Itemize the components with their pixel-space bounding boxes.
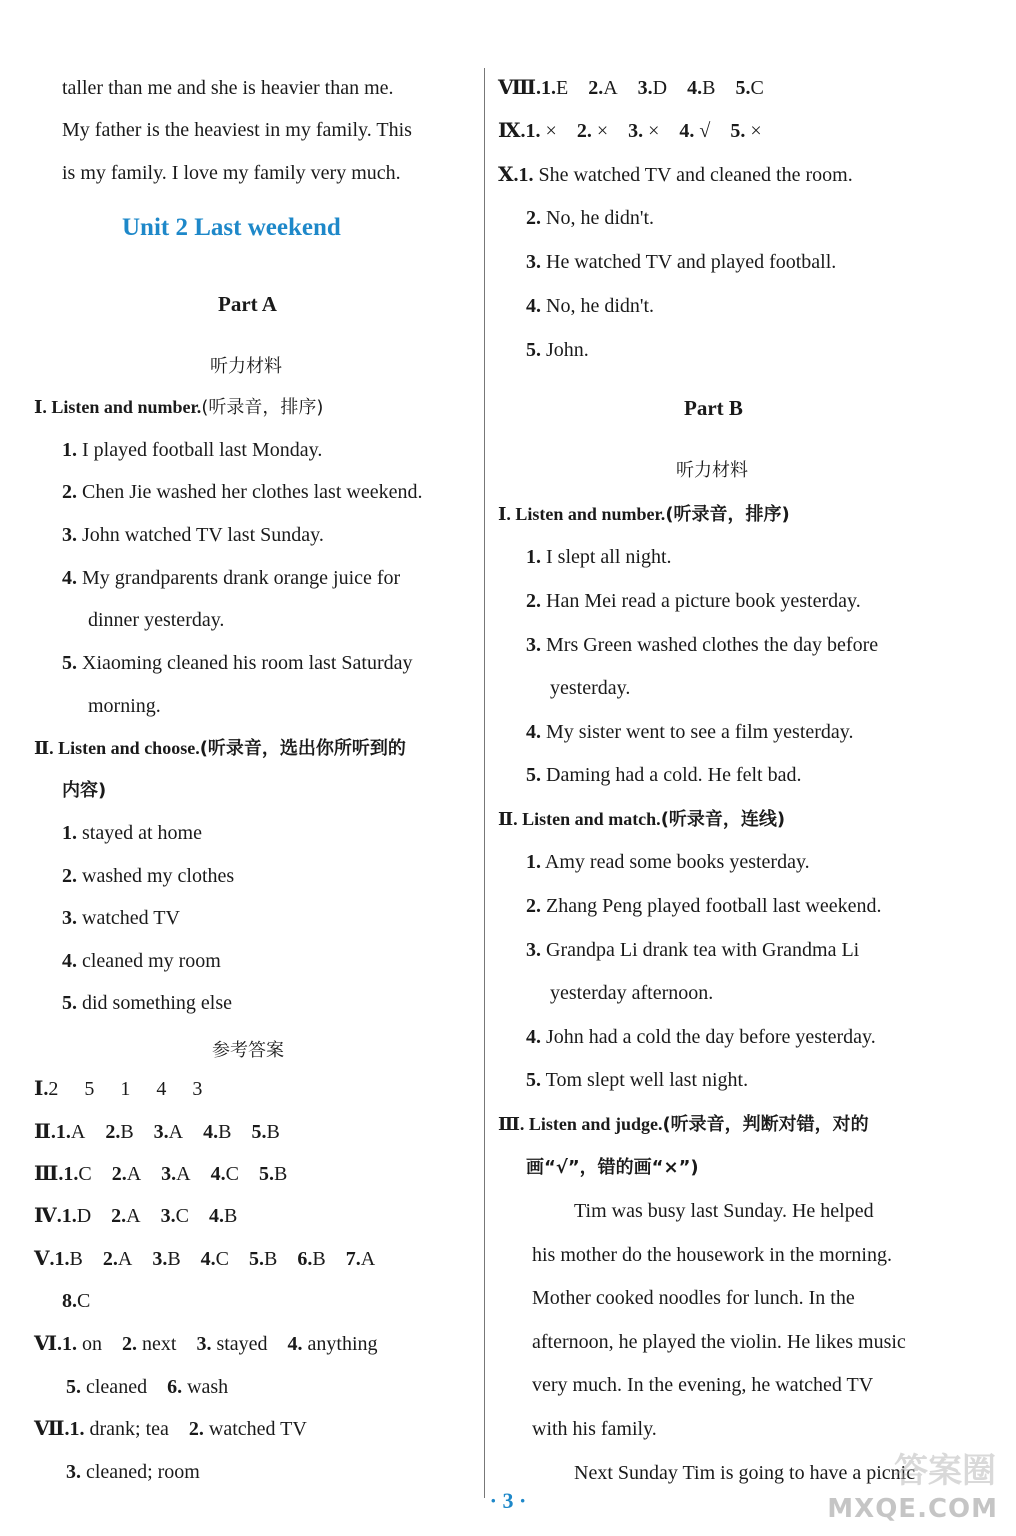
answer-row-1: Ⅰ.2 5 1 4 3 — [34, 1078, 203, 1100]
watermark-text: MXQE.COM — [827, 1494, 998, 1524]
b-section-2-heading — [498, 805, 785, 834]
part-a-listening-heading: 听力材料 — [210, 356, 282, 377]
watermark-logo — [828, 1440, 1008, 1530]
list-item: 5. Xiaoming cleaned his room last Saturday — [62, 652, 413, 674]
list-item: 3. watched TV — [62, 907, 180, 929]
section-2-cn: (听录音，选出你所听到的 — [199, 738, 406, 759]
answer-row-10: Ⅹ.1. She watched TV and cleaned the room. — [498, 164, 853, 186]
list-item: 3. He watched TV and played football. — [526, 251, 837, 273]
list-item: 2. No, he didn't. — [526, 207, 655, 229]
answer-row-8: Ⅷ.1.E 2.A 3.D 4.B 5.C — [498, 77, 764, 99]
list-item: 4. cleaned my room — [62, 950, 221, 972]
list-item: 2. washed my clothes — [62, 865, 235, 887]
passage-line: Next Sunday Tim is going to have a picnic — [574, 1462, 916, 1484]
section-1-cn: (听录音，排序) — [201, 397, 324, 418]
answer-row-4: Ⅳ.1.D 2.A 3.C 4.B — [34, 1205, 238, 1227]
passage-line: Mother cooked noodles for lunch. In the — [532, 1287, 855, 1309]
list-item-cont: yesterday afternoon. — [550, 982, 714, 1004]
section-1-heading — [34, 393, 323, 422]
list-item-cont: yesterday. — [550, 677, 631, 699]
answer-row-6: Ⅵ.1. on 2. next 3. stayed 4. anything — [34, 1333, 378, 1355]
answer-row-7-cont: 3. cleaned; room — [66, 1461, 200, 1483]
b-section-3-heading — [498, 1110, 869, 1139]
b-section-2-cn: (听录音，连线) — [660, 809, 786, 830]
passage-line: very much. In the evening, he watched TV — [532, 1374, 874, 1396]
list-item: 5. did something else — [62, 992, 232, 1014]
passage-line: afternoon, he played the violin. He likes music — [532, 1331, 906, 1353]
b-section-3-cn: (听录音，判断对错，对的 — [662, 1114, 869, 1135]
intro-line-2: My father is the heaviest in my family. This — [62, 119, 412, 141]
list-item: 4. John had a cold the day before yesterday. — [526, 1026, 876, 1048]
list-item: 1. I slept all night. — [526, 546, 672, 568]
answer-row-9: Ⅸ.1. × 2. × 3. × 4. √ 5. × — [498, 120, 762, 142]
answer-row-6-cont: 5. cleaned 6. wash — [66, 1376, 229, 1398]
column-divider — [484, 68, 485, 1498]
intro-line-1: taller than me and she is heavier than me. — [62, 77, 394, 99]
section-1-label: Ⅰ. Listen and number. — [34, 397, 202, 417]
b-section-3-heading-cont: 画“√”，错的画“×”) — [526, 1157, 699, 1178]
list-item: 3. Grandpa Li drank tea with Grandma Li — [526, 939, 860, 961]
b-section-1-heading — [498, 500, 790, 529]
passage-line: his mother do the housework in the morning. — [532, 1244, 892, 1266]
b-section-1-label: Ⅰ. Listen and number. — [498, 504, 666, 524]
answers-heading: 参考答案 — [212, 1040, 284, 1061]
list-item-cont: dinner yesterday. — [88, 609, 225, 631]
list-item: 1. I played football last Monday. — [62, 439, 323, 461]
list-item: 4. No, he didn't. — [526, 295, 655, 317]
passage-line: Tim was busy last Sunday. He helped — [574, 1200, 874, 1222]
list-item: 5. Tom slept well last night. — [526, 1069, 749, 1091]
passage-line: with his family. — [532, 1418, 657, 1440]
part-b-title: Part B — [684, 396, 743, 420]
intro-line-3: is my family. I love my family very much. — [62, 162, 401, 184]
answer-row-3: Ⅲ.1.C 2.A 3.A 4.C 5.B — [34, 1163, 288, 1185]
part-a-title: Part A — [218, 292, 277, 316]
list-item: 2. Chen Jie washed her clothes last weekend. — [62, 481, 423, 503]
list-item-cont: morning. — [88, 695, 161, 717]
answer-row-7: Ⅶ.1. drank; tea 2. watched TV — [34, 1418, 307, 1440]
b-section-3-label: Ⅲ. Listen and judge. — [498, 1114, 663, 1134]
section-2-label: Ⅱ. Listen and choose. — [34, 738, 200, 758]
b-section-1-cn: (听录音，排序) — [665, 504, 790, 525]
list-item: 3. Mrs Green washed clothes the day before — [526, 634, 879, 656]
section-2-heading — [34, 734, 406, 763]
list-item: 5. John. — [526, 339, 589, 361]
list-item: 3. John watched TV last Sunday. — [62, 524, 324, 546]
list-item: 4. My grandparents drank orange juice for — [62, 567, 401, 589]
section-2-heading-cont: 内容) — [62, 780, 107, 801]
watermark-cn: 答案圈 — [894, 1451, 996, 1491]
unit-title: Unit 2 Last weekend — [122, 214, 341, 241]
b-section-2-label: Ⅱ. Listen and match. — [498, 809, 661, 829]
part-b-listening-heading: 听力材料 — [676, 460, 748, 481]
answer-row-5: Ⅴ.1.B 2.A 3.B 4.C 5.B 6.B 7.A — [34, 1248, 376, 1270]
page-number: · 3 · — [489, 1488, 527, 1513]
answer-row-5-cont: 8.C — [62, 1290, 91, 1312]
list-item: 2. Zhang Peng played football last weekend. — [526, 895, 882, 917]
list-item: 1. Amy read some books yesterday. — [526, 851, 810, 873]
list-item: 2. Han Mei read a picture book yesterday. — [526, 590, 861, 612]
list-item: 4. My sister went to see a film yesterday. — [526, 721, 854, 743]
answer-row-2: Ⅱ.1.A 2.B 3.A 4.B 5.B — [34, 1121, 280, 1143]
list-item: 5. Daming had a cold. He felt bad. — [526, 764, 802, 786]
list-item: 1. stayed at home — [62, 822, 202, 844]
